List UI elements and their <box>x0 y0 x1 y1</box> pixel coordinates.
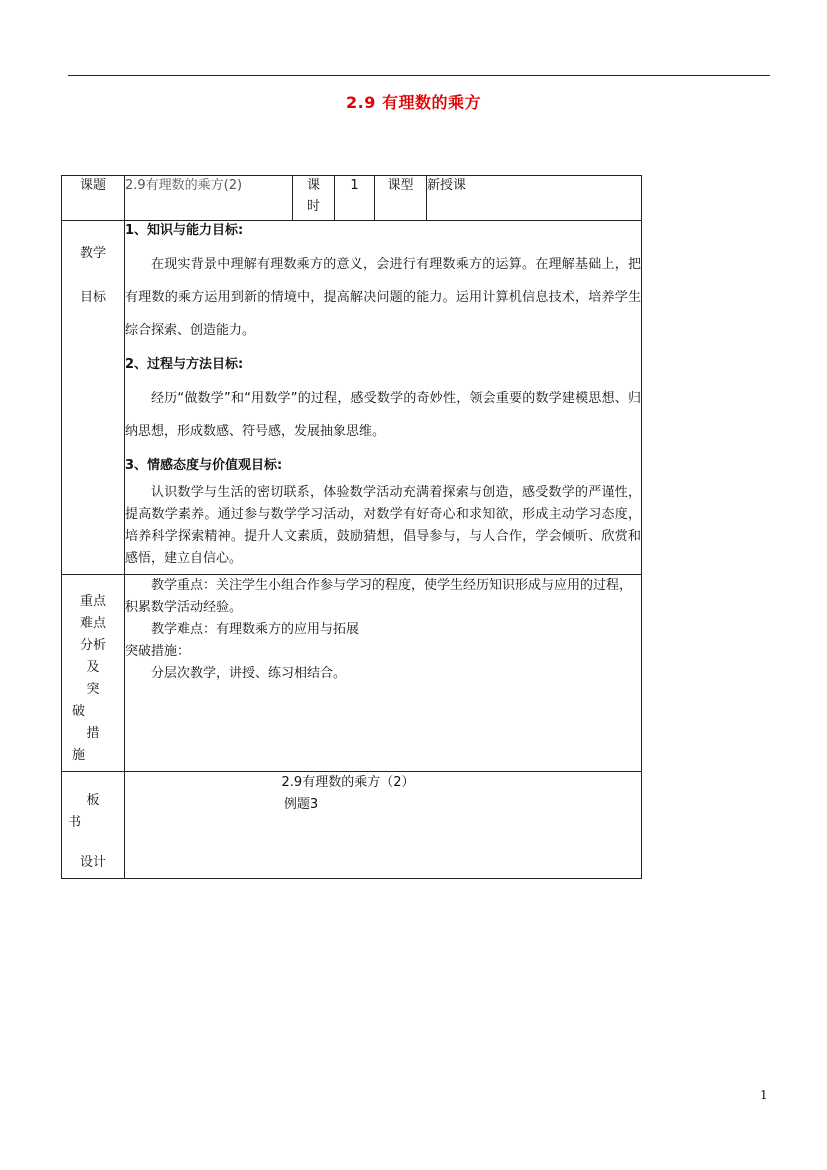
lesson-header-row <box>62 176 642 221</box>
teaching-goals-row <box>62 221 642 575</box>
board-design-content <box>125 772 642 879</box>
class-hours-label <box>293 176 335 221</box>
topic-value: 2.9有理数的乘方(2) <box>125 176 293 221</box>
key-points-row <box>62 575 642 772</box>
teaching-goals-label <box>62 221 125 575</box>
key-points-label-8: 施 <box>72 748 86 764</box>
board-design-label-1: 板 <box>86 793 100 809</box>
lesson-plan-table <box>61 175 642 879</box>
key-points-label <box>62 575 125 772</box>
key-points-label-3: 分析 <box>79 638 106 654</box>
topic-label: 课题 <box>62 176 125 221</box>
key-points-label-1: 重点 <box>79 594 106 610</box>
breakthrough-measures: 分层次教学，讲授、练习相结合。 <box>151 666 347 682</box>
board-design-label-2: 书 <box>68 815 82 831</box>
key-points-label-4: 及 <box>86 660 100 676</box>
class-hours-value: 1 <box>335 176 375 221</box>
board-design-label-3: 设计 <box>79 855 106 871</box>
key-points-label-7: 措 <box>86 726 100 742</box>
goal-heading-process: 2、过程与方法目标: <box>125 356 244 372</box>
header-rule <box>68 75 770 76</box>
teaching-difficulty: 教学难点：有理数乘方的应用与拓展 <box>151 622 360 638</box>
key-points-content <box>125 575 642 772</box>
board-line-example: 例题3 <box>283 797 319 813</box>
key-points-label-2: 难点 <box>79 616 106 632</box>
goal-heading-attitude: 3、情感态度与价值观目标: <box>125 457 283 473</box>
lesson-type-value: 新授课 <box>427 176 642 221</box>
breakthrough-measures-label: 突破措施： <box>125 644 191 660</box>
goal-text-process: 经历“做数学”和“用数学”的过程，感受数学的奇妙性，领会重要的数学建模思想、归纳思想，形成数感、符号感，发展抽象思维。 <box>125 390 641 439</box>
teaching-focus: 教学重点：关注学生小组合作参与学习的程度，使学生经历知识形成与应用的过程，积累数学活动经验。 <box>125 578 633 616</box>
teaching-goals-label-line2: 目标 <box>79 290 106 305</box>
goal-text-knowledge: 在现实背景中理解有理数乘方的意义，会进行有理数乘方的运算。在理解基础上，把有理数的乘方运用到新的情境中，提高解决问题的能力。运用计算机信息技术，培养学生综合探索、创造能力。 <box>125 256 641 338</box>
teaching-goals-content <box>125 221 642 575</box>
board-design-row <box>62 772 642 879</box>
key-points-label-5: 突 <box>86 682 100 698</box>
page-title: 2.9 有理数的乘方 <box>346 93 481 112</box>
lesson-type-label: 课型 <box>375 176 427 221</box>
goal-text-attitude: 认识数学与生活的密切联系，体验数学活动充满着探索与创造，感受数学的严谨性，提高数学素养。通过参与数学学习活动，对数学有好奇心和求知欲，形成主动学习态度，培养科学探索精神。提升人文素质，鼓励猜想，倡导参与，与人合作，学会倾听、欣赏和感悟，建立自信心。 <box>125 485 641 567</box>
board-line-title: 2.9有理数的乘方（2） <box>281 775 415 791</box>
teaching-goals-label-line1: 教学 <box>79 246 106 261</box>
class-hours-label-line1: 课 <box>306 178 320 193</box>
class-hours-label-line2: 时 <box>306 198 320 214</box>
goal-heading-knowledge: 1、知识与能力目标: <box>125 223 244 238</box>
key-points-label-6: 破 <box>72 704 86 720</box>
page-number: 1 <box>760 1088 768 1102</box>
